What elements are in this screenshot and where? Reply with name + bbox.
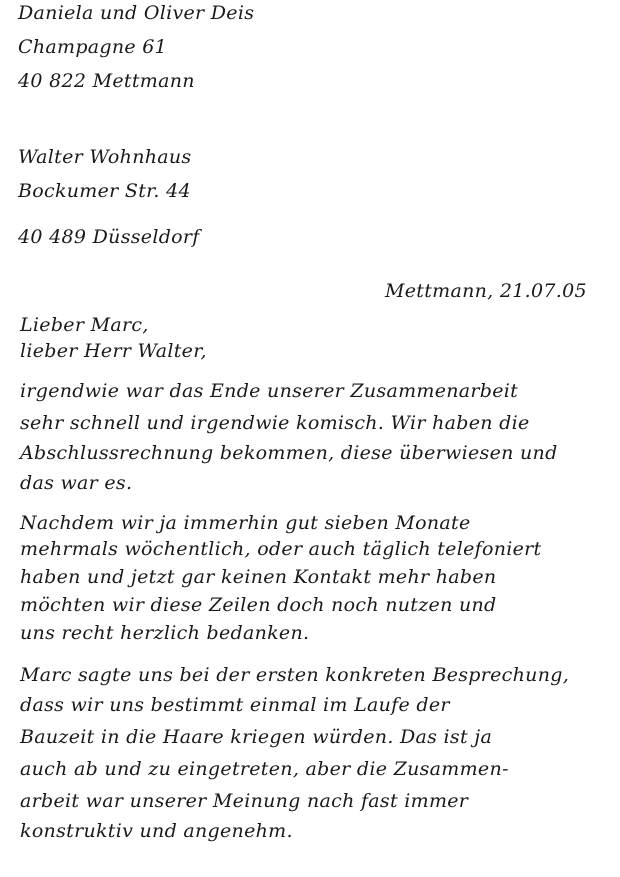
paragraph-line: arbeit war unserer Meinung nach fast immer (20, 790, 469, 812)
recipient-street: Bockumer Str. 44 (18, 180, 191, 202)
paragraph-line: mehrmals wöchentlich, oder auch täglich telefoniert (20, 538, 542, 560)
recipient-city: 40 489 Düsseldorf (18, 226, 200, 248)
paragraph-line: sehr schnell und irgendwie komisch. Wir haben die (20, 412, 530, 434)
sender-name: Daniela und Oliver Deis (18, 2, 255, 24)
paragraph-line: irgendwie war das Ende unserer Zusammenarbeit (20, 380, 519, 402)
paragraph-line: möchten wir diese Zeilen doch noch nutzen und (20, 594, 497, 616)
paragraph-line: uns recht herzlich bedanken. (20, 622, 310, 644)
salutation-line: lieber Herr Walter, (20, 340, 207, 362)
sender-street: Champagne 61 (18, 36, 168, 58)
paragraph-line: Abschlussrechnung bekommen, diese überwiesen und (20, 442, 558, 464)
paragraph-line: Bauzeit in die Haare kriegen würden. Das ist ja (20, 726, 493, 748)
paragraph-line: haben und jetzt gar keinen Kontakt mehr haben (20, 566, 497, 588)
paragraph-line: konstruktiv und angenehm. (20, 820, 293, 842)
paragraph-line: das war es. (20, 472, 133, 494)
paragraph-line: auch ab und zu eingetreten, aber die Zusammen- (20, 758, 509, 780)
salutation-line: Lieber Marc, (20, 314, 149, 336)
paragraph-line: dass wir uns bestimmt einmal im Laufe der (20, 694, 450, 716)
paragraph-line: Nachdem wir ja immerhin gut sieben Monate (20, 512, 471, 534)
place-date: Mettmann, 21.07.05 (385, 280, 587, 302)
sender-city: 40 822 Mettmann (18, 70, 195, 92)
paragraph-line: Marc sagte uns bei der ersten konkreten Besprechung, (20, 664, 570, 686)
recipient-name: Walter Wohnhaus (18, 146, 192, 168)
